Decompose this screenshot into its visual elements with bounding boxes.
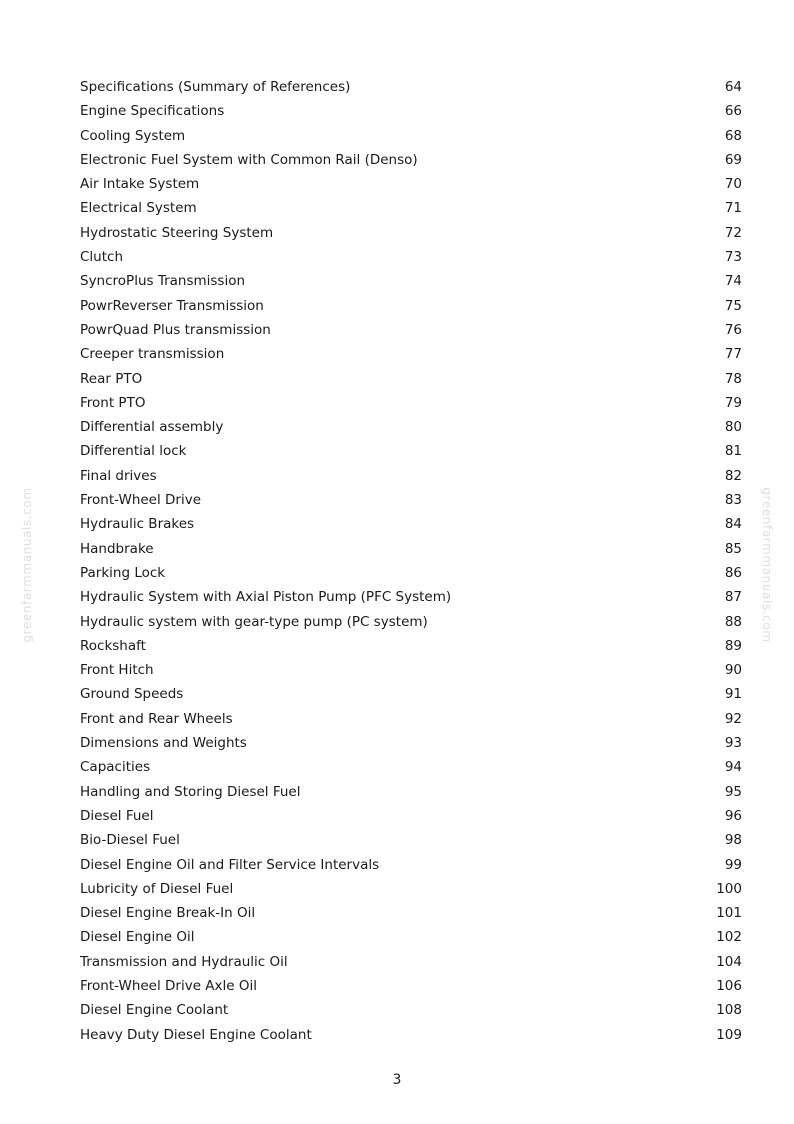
- toc-entry-page: 76: [724, 321, 742, 338]
- toc-entry-title: Diesel Engine Coolant: [80, 1002, 229, 1019]
- toc-entry-page: 99: [724, 856, 742, 873]
- toc-entry[interactable]: [80, 974, 742, 998]
- toc-entry-title: Clutch: [80, 249, 124, 266]
- toc-entry-title: Hydraulic System with Axial Piston Pump (PFC System): [80, 589, 452, 606]
- toc-entry[interactable]: [80, 901, 742, 925]
- toc-entry[interactable]: [80, 172, 742, 196]
- toc-entry-page: 71: [724, 200, 742, 217]
- toc-entry-page: 77: [724, 346, 742, 363]
- toc-entry-title: Front-Wheel Drive Axle Oil: [80, 977, 258, 994]
- toc-entry-title: Handbrake: [80, 540, 154, 557]
- toc-entry-title: Engine Specifications: [80, 103, 225, 120]
- toc-entry[interactable]: [80, 707, 742, 731]
- toc-entry-page: 93: [724, 735, 742, 752]
- toc-entry-title: Handling and Storing Diesel Fuel: [80, 783, 301, 800]
- toc-entry-page: 75: [724, 297, 742, 314]
- toc-entry-page: 101: [716, 905, 742, 922]
- toc-entry-page: 92: [724, 710, 742, 727]
- toc-entry-title: Hydraulic system with gear-type pump (PC system): [80, 613, 428, 630]
- toc-entry[interactable]: [80, 294, 742, 318]
- toc-entry-page: 106: [716, 977, 742, 994]
- toc-entry[interactable]: [80, 1023, 742, 1047]
- toc-entry-page: 96: [724, 807, 742, 824]
- toc-entry[interactable]: [80, 367, 742, 391]
- toc-entry-title: Front Hitch: [80, 662, 154, 679]
- toc-entry-title: Lubricity of Diesel Fuel: [80, 880, 234, 897]
- watermark-right: greenfarmmanuals.com: [760, 487, 774, 643]
- toc-entry[interactable]: [80, 828, 742, 852]
- toc-entry[interactable]: [80, 537, 742, 561]
- toc-entry-page: 85: [724, 540, 742, 557]
- toc-entry-page: 86: [724, 564, 742, 581]
- toc-entry[interactable]: [80, 853, 742, 877]
- toc-entry[interactable]: [80, 998, 742, 1022]
- toc-entry[interactable]: [80, 950, 742, 974]
- toc-entry-title: Capacities: [80, 759, 151, 776]
- toc-entry-title: Electrical System: [80, 200, 197, 217]
- toc-entry[interactable]: [80, 780, 742, 804]
- toc-entry-title: Bio-Diesel Fuel: [80, 832, 180, 849]
- toc-entry-title: Heavy Duty Diesel Engine Coolant: [80, 1026, 312, 1043]
- toc-entry-title: Ground Speeds: [80, 686, 184, 703]
- toc-entry-title: Specifications (Summary of References): [80, 79, 351, 95]
- toc-entry-title: Parking Lock: [80, 564, 166, 581]
- toc-entry-page: 74: [724, 273, 742, 290]
- toc-entry-page: 102: [716, 929, 742, 946]
- toc-entry-page: 98: [724, 832, 742, 849]
- toc-entry[interactable]: [80, 318, 742, 342]
- toc-entry-title: Hydrostatic Steering System: [80, 224, 274, 241]
- toc-entry[interactable]: [80, 245, 742, 269]
- toc-entry-page: 94: [724, 759, 742, 776]
- toc-entry-page: 95: [724, 783, 742, 800]
- toc-entry[interactable]: [80, 99, 742, 123]
- toc-entry-title: Rockshaft: [80, 637, 146, 654]
- toc-entry-title: Dimensions and Weights: [80, 735, 247, 752]
- toc-entry-page: 79: [724, 394, 742, 411]
- toc-entry-title: Final drives: [80, 467, 157, 484]
- toc-entry[interactable]: [80, 269, 742, 293]
- toc-entry-page: 104: [716, 953, 742, 970]
- toc-entry[interactable]: [80, 464, 742, 488]
- toc-entry[interactable]: [80, 415, 742, 439]
- toc-entry[interactable]: [80, 512, 742, 536]
- toc-entry[interactable]: [80, 610, 742, 634]
- toc-entry-page: 78: [724, 370, 742, 387]
- toc-entry-page: 72: [724, 224, 742, 241]
- toc-entry-page: 73: [724, 249, 742, 266]
- toc-entry[interactable]: [80, 391, 742, 415]
- toc-entry-page: 87: [724, 589, 742, 606]
- toc-entry-title: Hydraulic Brakes: [80, 516, 195, 533]
- toc-entry-title: PowrQuad Plus transmission: [80, 321, 271, 338]
- toc-entry-page: 68: [724, 127, 742, 144]
- toc-entry[interactable]: [80, 925, 742, 949]
- toc-entry[interactable]: [80, 682, 742, 706]
- toc-entry-page: 66: [724, 103, 742, 120]
- toc-entry-title: Front PTO: [80, 394, 146, 411]
- toc-entry-title: Differential assembly: [80, 419, 224, 436]
- toc-entry-title: Front-Wheel Drive: [80, 492, 202, 509]
- watermark-left: greenfarmmanuals.com: [20, 487, 34, 643]
- toc-entry-page: 109: [716, 1026, 742, 1043]
- toc-entry[interactable]: [80, 75, 742, 99]
- toc-entry-page: 64: [724, 79, 742, 95]
- toc-entry-page: 88: [724, 613, 742, 630]
- toc-entry-page: 81: [724, 443, 742, 460]
- toc-entry[interactable]: [80, 731, 742, 755]
- toc-entry-title: PowrReverser Transmission: [80, 297, 264, 314]
- toc-entry-title: Transmission and Hydraulic Oil: [80, 953, 288, 970]
- toc-entry-title: Diesel Fuel: [80, 807, 154, 824]
- toc-entry[interactable]: [80, 585, 742, 609]
- toc-entry-title: Creeper transmission: [80, 346, 225, 363]
- toc-entry-page: 84: [724, 516, 742, 533]
- toc-entry-title: Air Intake System: [80, 176, 200, 193]
- toc-entry[interactable]: [80, 124, 742, 148]
- toc-entry[interactable]: [80, 221, 742, 245]
- toc-entry[interactable]: [80, 561, 742, 585]
- toc-entry[interactable]: [80, 804, 742, 828]
- toc-entry[interactable]: [80, 658, 742, 682]
- toc-entry[interactable]: [80, 634, 742, 658]
- toc-entry-title: Cooling System: [80, 127, 186, 144]
- toc-entry-page: 70: [724, 176, 742, 193]
- toc-entry[interactable]: [80, 755, 742, 779]
- toc-entry-title: Diesel Engine Oil and Filter Service Intervals: [80, 856, 380, 873]
- toc-entry-title: SyncroPlus Transmission: [80, 273, 246, 290]
- toc-entry-title: Diesel Engine Oil: [80, 929, 195, 946]
- toc-entry-page: 80: [724, 419, 742, 436]
- toc-entry[interactable]: [80, 439, 742, 463]
- toc-entry-page: 82: [724, 467, 742, 484]
- toc-entry[interactable]: [80, 196, 742, 220]
- toc-entry-page: 90: [724, 662, 742, 679]
- toc-entry[interactable]: [80, 488, 742, 512]
- toc-entry-page: 83: [724, 492, 742, 509]
- toc-entry-page: 91: [724, 686, 742, 703]
- toc-entry[interactable]: [80, 342, 742, 366]
- toc-entry[interactable]: [80, 877, 742, 901]
- toc-entry-title: Differential lock: [80, 443, 187, 460]
- toc-entry-title: Rear PTO: [80, 370, 143, 387]
- toc-entry-title: Electronic Fuel System with Common Rail (Denso): [80, 151, 418, 168]
- toc-entry-page: 108: [716, 1002, 742, 1019]
- toc-entry-page: 89: [724, 637, 742, 654]
- toc-entry-page: 100: [716, 880, 742, 897]
- toc-entry-page: 69: [724, 151, 742, 168]
- page-number: 3: [392, 1072, 402, 1088]
- toc-entry-title: Front and Rear Wheels: [80, 710, 233, 727]
- toc-entry-title: Diesel Engine Break-In Oil: [80, 905, 256, 922]
- toc-entry[interactable]: [80, 148, 742, 172]
- table-of-contents: [80, 75, 742, 1047]
